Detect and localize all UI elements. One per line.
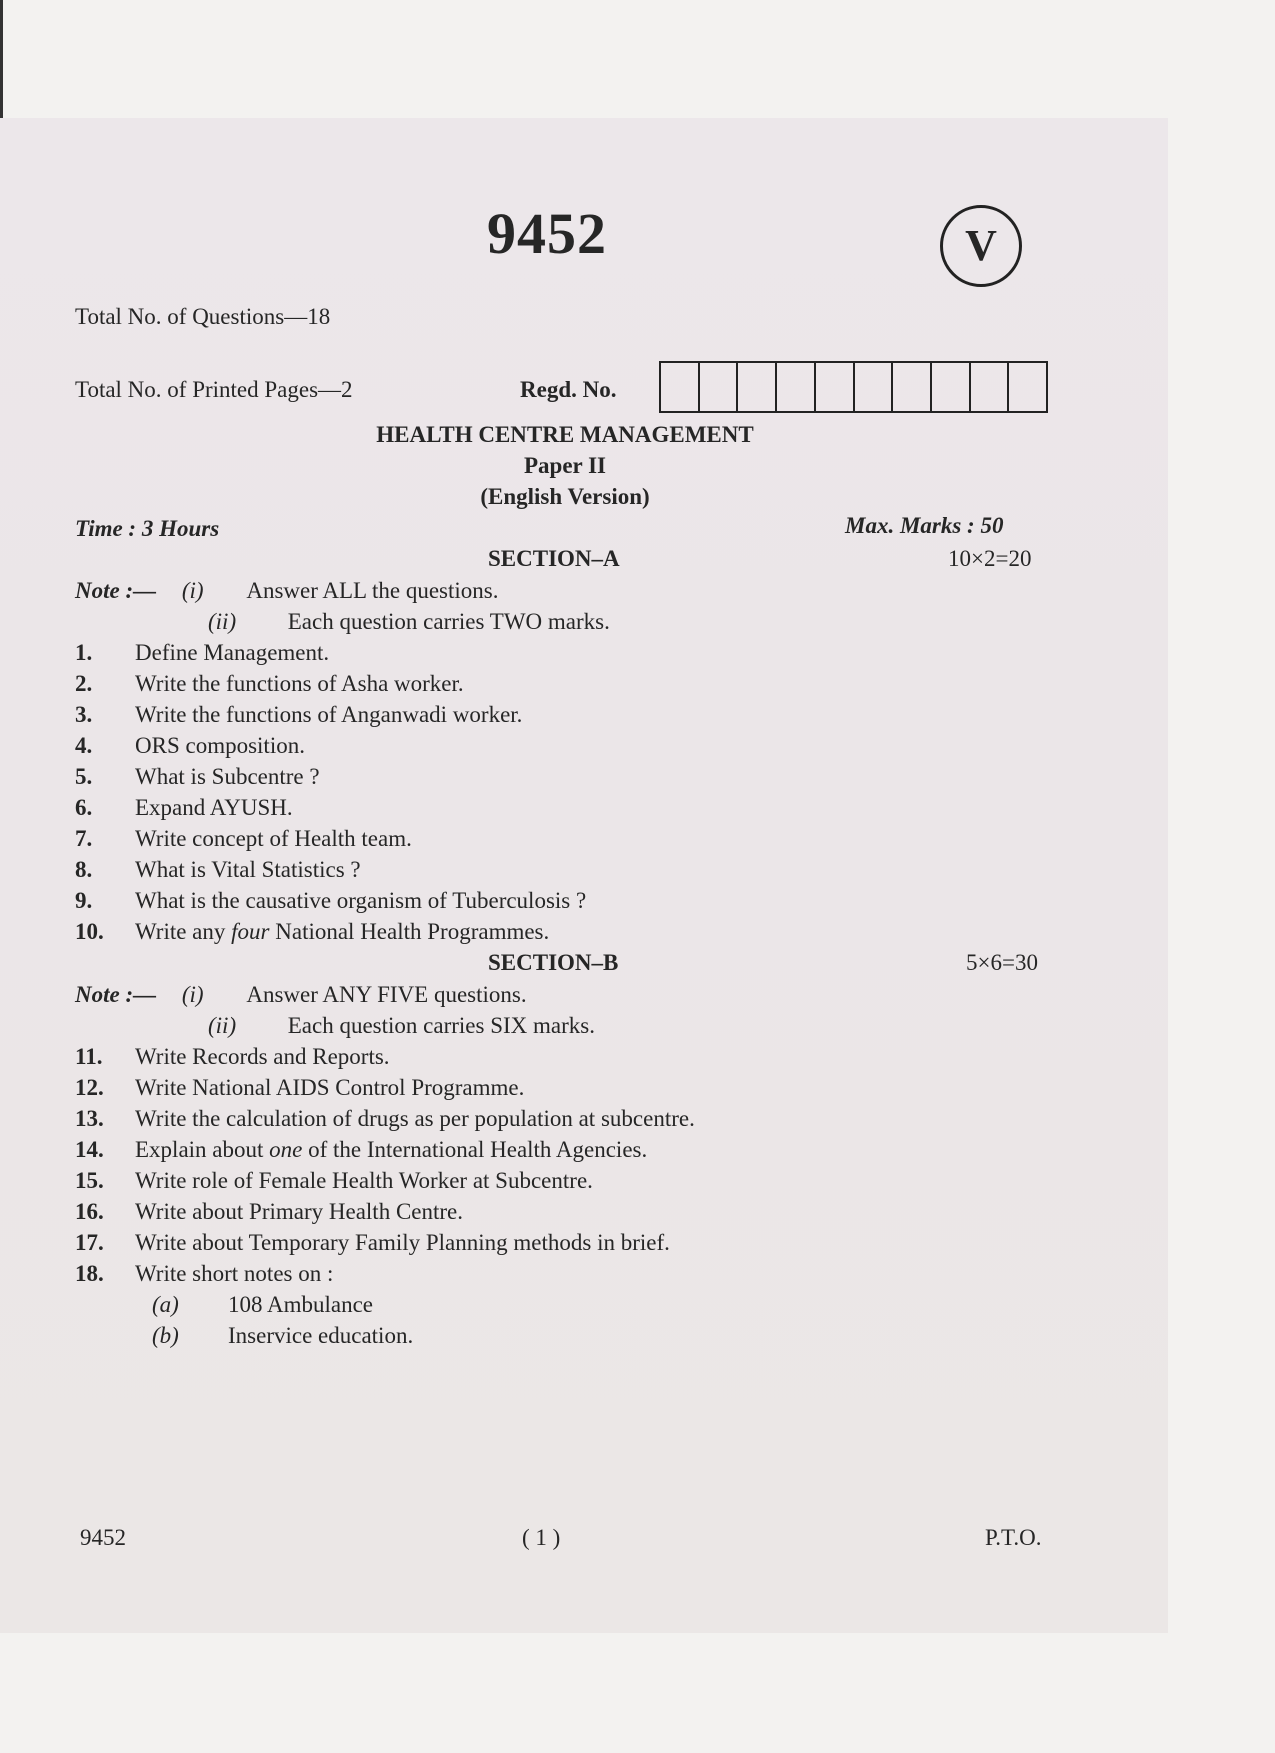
- question-item: 18. Write short notes on :: [75, 1261, 334, 1286]
- regd-cell[interactable]: [932, 363, 971, 411]
- section-a-marks: 10×2=20: [948, 546, 1032, 571]
- note-num: (ii): [208, 609, 237, 634]
- question-item: 8. What is Vital Statistics ?: [75, 857, 361, 882]
- subpart-item: (a) 108 Ambulance: [152, 1292, 373, 1317]
- regd-cell[interactable]: [816, 363, 855, 411]
- regd-cell[interactable]: [777, 363, 816, 411]
- note-text: Answer ANY FIVE questions.: [246, 982, 527, 1007]
- subject-title: HEALTH CENTRE MANAGEMENT: [376, 422, 754, 447]
- question-item: 2. Write the functions of Asha worker.: [75, 671, 464, 696]
- footer-page-number: ( 1 ): [522, 1525, 561, 1550]
- question-item: 1. Define Management.: [75, 640, 330, 665]
- section-b-marks: 5×6=30: [966, 950, 1038, 975]
- total-pages: Total No. of Printed Pages—2: [75, 377, 353, 402]
- note-label: Note :—: [75, 982, 157, 1007]
- question-item: 5. What is Subcentre ?: [75, 764, 320, 789]
- regd-cell[interactable]: [1009, 363, 1046, 411]
- section-b-title: SECTION–B: [488, 950, 619, 975]
- subpart-item: (b) Inservice education.: [152, 1323, 414, 1348]
- question-item: 4. ORS composition.: [75, 733, 305, 758]
- note-text: Answer ALL the questions.: [246, 578, 499, 603]
- question-item: 14. Explain about one of the International Health Agencies.: [75, 1137, 648, 1162]
- version-title: (English Version): [480, 484, 650, 509]
- question-item: 9. What is the causative organism of Tuberculosis ?: [75, 888, 587, 913]
- section-a-title: SECTION–A: [488, 546, 620, 571]
- footer-pto: P.T.O.: [985, 1525, 1042, 1550]
- note-text: Each question carries SIX marks.: [287, 1013, 595, 1038]
- regd-label: Regd. No.: [520, 377, 617, 402]
- question-item: 10. Write any four National Health Programmes.: [75, 919, 550, 944]
- total-questions: Total No. of Questions—18: [75, 304, 331, 329]
- note-label: Note :—: [75, 578, 157, 603]
- section-a-note: [75, 578, 498, 604]
- section-b-note: [208, 1013, 595, 1039]
- regd-cell[interactable]: [700, 363, 739, 411]
- paper-code: 9452: [487, 201, 607, 266]
- paper-title: Paper II: [524, 453, 606, 478]
- question-item: 7. Write concept of Health team.: [75, 826, 412, 851]
- question-item: 16. Write about Primary Health Centre.: [75, 1199, 463, 1224]
- regd-cell[interactable]: [855, 363, 894, 411]
- section-a-note: [208, 609, 610, 635]
- regd-number-boxes[interactable]: [659, 361, 1048, 413]
- question-item: 3. Write the functions of Anganwadi worker.: [75, 702, 523, 727]
- question-item: 15. Write role of Female Health Worker at Subcentre.: [75, 1168, 593, 1193]
- note-num: (i): [181, 578, 204, 603]
- question-item: 13. Write the calculation of drugs as per population at subcentre.: [75, 1106, 695, 1131]
- max-marks: Max. Marks : 50: [845, 513, 1004, 538]
- regd-cell[interactable]: [661, 363, 700, 411]
- scan-edge-line: [0, 0, 3, 125]
- note-text: Each question carries TWO marks.: [287, 609, 610, 634]
- question-item: 11. Write Records and Reports.: [75, 1044, 390, 1069]
- regd-cell[interactable]: [738, 363, 777, 411]
- question-item: 12. Write National AIDS Control Programme.: [75, 1075, 525, 1100]
- section-b-note: [75, 982, 527, 1008]
- question-item: 6. Expand AYUSH.: [75, 795, 293, 820]
- regd-cell[interactable]: [893, 363, 932, 411]
- question-item: 17. Write about Temporary Family Planning methods in brief.: [75, 1230, 670, 1255]
- footer-code: 9452: [80, 1525, 126, 1550]
- version-mark: V: [940, 205, 1022, 287]
- note-num: (i): [181, 982, 204, 1007]
- regd-cell[interactable]: [971, 363, 1010, 411]
- note-num: (ii): [208, 1013, 237, 1038]
- time-label: Time : 3 Hours: [75, 516, 220, 541]
